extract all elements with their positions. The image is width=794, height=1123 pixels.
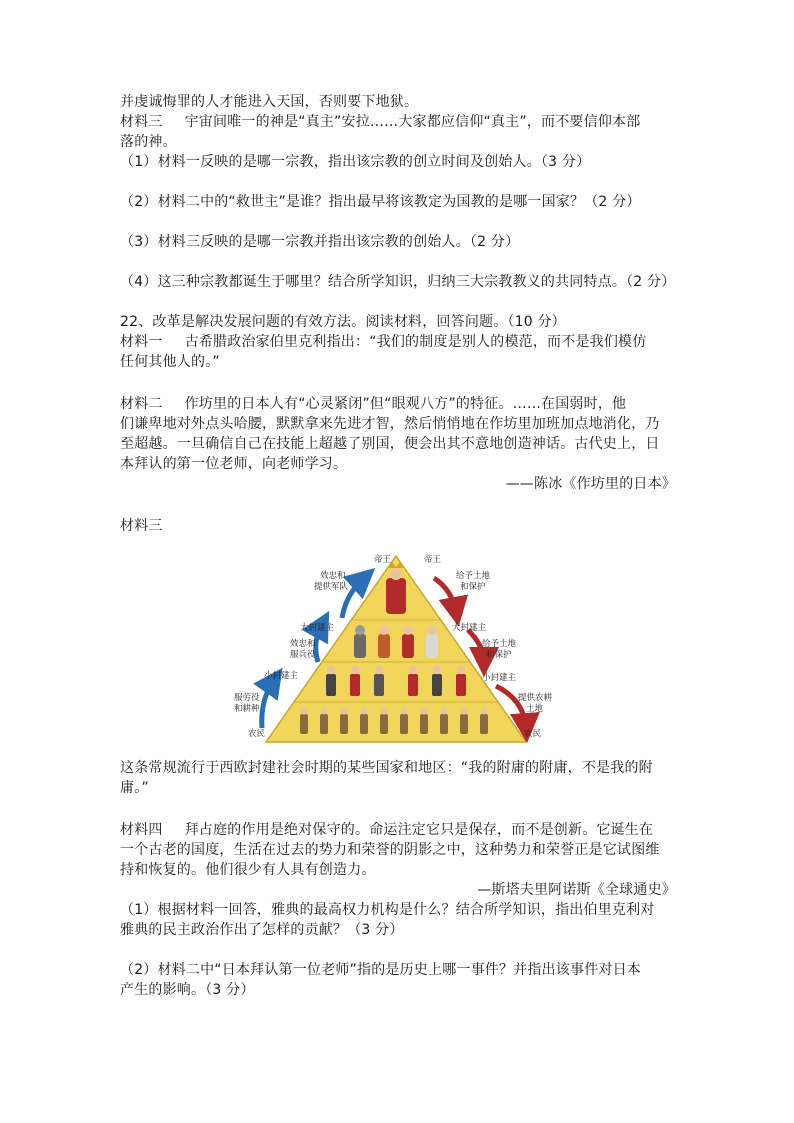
material-label: 材料四 [120, 822, 163, 838]
label-king-left: 帝王 [374, 555, 392, 565]
material-3-label: 材料三 [120, 518, 163, 534]
material-text: 宇宙间唯一的神是“真主”安拉……大家都应信仰“真主”，而不要信仰本部 [184, 114, 641, 130]
label-small-lord-right: 小封建主 [482, 673, 517, 683]
label-arrow3-right-b: 土地 [526, 704, 544, 714]
material-label: 材料二 [120, 396, 163, 412]
material-1-line [120, 332, 676, 352]
label-arrow1-right-b: 和保护 [460, 582, 486, 592]
text-line: 落的神。 [120, 134, 177, 150]
label-arrow1-left-b: 提供军队 [314, 582, 349, 592]
text-line: 任何其他人的。” [120, 354, 220, 370]
material-4-line [120, 820, 676, 840]
label-small-lord-left: 小封建主 [264, 671, 299, 681]
sub-question-2-line: （2）材料二中“日本拜认第一位老师”指的是历史上哪一事件？并指出该事件对日本 [120, 962, 642, 978]
label-arrow1-right-a: 给予土地 [456, 571, 491, 581]
text-line: 持和恢复的。他们很少有人具有创造力。 [120, 862, 376, 878]
label-arrow3-left-a: 服劳役 [234, 693, 260, 703]
question-1: （1）材料一反映的是哪一宗教，指出该宗教的创立时间及创始人。（3 分） [120, 154, 591, 170]
arrow-up-peasant-icon [262, 680, 274, 728]
label-arrow2-right-a: 给予土地 [482, 639, 517, 649]
material-text: 作坊里的日本人有“心灵紧闭”但“眼观八方”的特征。……在国弱时，他 [184, 396, 627, 412]
text-line: 并虔诚悔罪的人才能进入天国，否则要下地狱。 [120, 94, 419, 110]
label-arrow2-right-b: 和保护 [486, 650, 512, 660]
exam-page [120, 92, 676, 1000]
label-arrow1-left-a: 效忠和 [320, 571, 346, 581]
source-citation: ——陈冰《作坊里的日本》 [505, 476, 676, 492]
label-arrow2-left-a: 效忠和 [290, 639, 316, 649]
material-text: 拜占庭的作用是绝对保守的。命运注定它只是保存，而不是创新。它诞生在 [184, 822, 654, 838]
question-22-header: 22、改革是解决发展问题的有效方法。阅读材料，回答问题。（10 分） [120, 314, 566, 330]
question-4: （4）这三种宗教都诞生于哪里？结合所学知识，归纳三大宗教教义的共同特点。（2 分） [120, 274, 676, 290]
source-citation: —斯塔夫里阿诺斯《全球通史》 [477, 882, 676, 898]
label-great-lord-right: 大封建主 [452, 623, 487, 633]
label-king-right: 帝王 [424, 555, 442, 565]
feudal-pyramid-figure [234, 550, 557, 750]
feudal-pyramid-diagram [234, 550, 557, 750]
text-line: 一个古老的国度，生活在过去的势力和荣誉的阴影之中，这种势力和荣誉正是它试图维 [120, 842, 660, 858]
label-arrow2-left-b: 服兵役 [290, 650, 316, 660]
label-arrow3-right-a: 提供农耕 [518, 693, 553, 703]
sub-question-2-line: 产生的影响。（3 分） [120, 982, 255, 998]
material-label: 材料一 [120, 334, 163, 350]
material-text: 古希腊政治家伯里克利指出：“我们的制度是别人的模范，而不是我们模仿 [184, 334, 647, 350]
sub-question-1-line: 雅典的民主政治作出了怎样的贡献？（3 分） [120, 922, 404, 938]
material-3-line [120, 112, 676, 132]
label-peasant-left: 农民 [248, 729, 266, 739]
sub-question-1-line: （1）根据材料一回答，雅典的最高权力机构是什么？结合所学知识，指出伯里克利对 [120, 902, 655, 918]
arrow-down-king-icon [434, 578, 456, 612]
question-2: （2）材料二中的“救世主”是谁？指出最早将该教定为国教的是哪一国家？（2 分） [120, 194, 641, 210]
text-line: 本拜认的第一位老师，向老师学习。 [120, 456, 348, 472]
question-3: （3）材料三反映的是哪一宗教并指出该宗教的创始人。（2 分） [120, 234, 520, 250]
text-line: 至超越。一旦确信自己在技能上超越了别国，便会出其不意地创造神话。古代史上，日 [120, 436, 660, 452]
label-peasant-right: 农民 [524, 729, 542, 739]
text-line: 庸。” [120, 780, 149, 796]
text-line: 这条常规流行于西欧封建社会时期的某些国家和地区：“我的附庸的附庸，不是我的附 [120, 760, 653, 776]
label-great-lord-left: 大封建主 [300, 623, 335, 633]
material-2-line [120, 394, 676, 414]
label-arrow3-left-b: 和耕种 [234, 704, 260, 714]
material-label: 材料三 [120, 114, 163, 130]
text-line: 们谦卑地对外点头哈腰，默默拿来先进才智，然后悄悄地在作坊里加班加点地消化，乃 [120, 416, 660, 432]
